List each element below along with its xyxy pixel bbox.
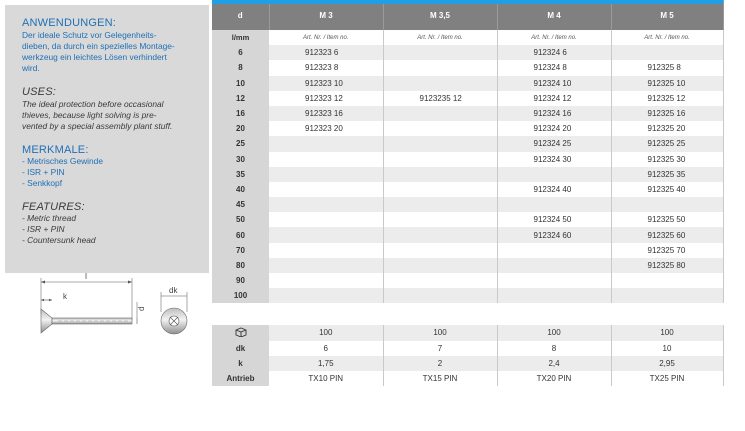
article-cell: 912324 8 [497,60,611,75]
article-cell: 912323 8 [269,60,383,75]
en-text [22,99,203,132]
sub-col-3: Art. Nr. / Item no. [497,30,611,45]
article-cell [269,243,383,258]
header-col-3: M 4 [497,0,611,30]
screw-drawing [18,272,194,352]
article-cell [269,227,383,242]
sub-col-4: Art. Nr. / Item no. [611,30,723,45]
article-cell [383,197,497,212]
table-row [212,197,723,212]
de-text-line: dieben, da durch ein spezielles Montage- [22,41,175,51]
en-text-line: vented by a special assembly plant stuff. [22,121,173,131]
dim-k-label: k [63,292,67,301]
footer-cell: 10 [611,341,723,356]
info-panel [5,5,209,273]
article-cell [269,152,383,167]
footer-cell: 2,95 [611,356,723,371]
table-row [212,258,723,273]
list-item: - Metrisches Gewinde [22,156,103,166]
article-cell: 912323 12 [269,91,383,106]
length-cell: 70 [212,243,269,258]
table-row [212,243,723,258]
footer-cell: 6 [269,341,383,356]
dim-d-label: d [137,306,146,311]
article-cell [383,76,497,91]
screw-head [41,309,52,333]
article-cell: 912325 12 [611,91,723,106]
list-item: - Countersunk head [22,235,96,245]
footer-cell: 8 [497,341,611,356]
sub-label: l/mm [212,30,269,45]
footer-cell: 100 [383,325,497,340]
list-item: - ISR + PIN [22,167,65,177]
footer-label: Antrieb [212,371,269,386]
en-text-line: The ideal protection before occasional [22,99,164,109]
footer-row [212,341,723,356]
article-cell: 9123235 12 [383,91,497,106]
article-cell: 912324 40 [497,182,611,197]
article-cell [269,212,383,227]
article-cell [497,167,611,182]
length-cell: 8 [212,60,269,75]
footer-cell: 2,4 [497,356,611,371]
article-cell: 912323 6 [269,45,383,60]
features-heading: FEATURES: [22,201,85,213]
article-cell: 912324 30 [497,152,611,167]
table-row [212,60,723,75]
table-row [212,91,723,106]
article-cell [611,45,723,60]
length-cell: 12 [212,91,269,106]
length-cell: 50 [212,212,269,227]
merkmale-list [22,156,203,189]
article-cell [383,273,497,288]
article-cell [269,197,383,212]
article-cell [269,273,383,288]
footer-row [212,325,723,340]
article-cell [383,45,497,60]
article-cell [383,121,497,136]
article-cell [269,258,383,273]
table-row [212,182,723,197]
footer-cell: TX15 PIN [383,371,497,386]
header-col-2: M 3,5 [383,0,497,30]
article-cell: 912325 80 [611,258,723,273]
footer-cell: 100 [611,325,723,340]
footer-cell: 1,75 [269,356,383,371]
article-cell [383,106,497,121]
dim-dk-label: dk [169,286,178,295]
length-cell: 20 [212,121,269,136]
article-cell [611,273,723,288]
package-icon [235,327,247,337]
de-text-line: Der ideale Schutz vor Gelegenheits- [22,30,157,40]
table-row [212,167,723,182]
article-cell: 912323 10 [269,76,383,91]
article-table [212,0,724,386]
footer-row [212,371,723,386]
de-heading: ANWENDUNGEN: [22,17,117,29]
article-cell [269,288,383,303]
article-cell [383,212,497,227]
table-row [212,106,723,121]
article-cell: 912325 40 [611,182,723,197]
article-cell: 912325 35 [611,167,723,182]
length-cell: 30 [212,152,269,167]
article-cell [269,136,383,151]
article-cell: 912324 6 [497,45,611,60]
length-cell: 35 [212,167,269,182]
table-row [212,212,723,227]
article-cell: 912324 25 [497,136,611,151]
footer-cell: TX25 PIN [611,371,723,386]
length-cell: 25 [212,136,269,151]
length-cell: 16 [212,106,269,121]
footer-cell: 2 [383,356,497,371]
article-cell [383,288,497,303]
sub-col-2: Art. Nr. / Item no. [383,30,497,45]
article-cell: 912325 25 [611,136,723,151]
article-cell: 912325 60 [611,227,723,242]
article-cell [383,182,497,197]
article-cell [383,152,497,167]
footer-label: k [212,356,269,371]
article-cell [383,258,497,273]
footer-cell: 100 [497,325,611,340]
footer-label: dk [212,341,269,356]
length-cell: 6 [212,45,269,60]
article-cell: 912325 10 [611,76,723,91]
table-row [212,136,723,151]
article-cell: 912324 60 [497,227,611,242]
merkmale-heading: MERKMALE: [22,144,89,156]
article-cell [269,167,383,182]
table-subheader-row [212,30,723,45]
article-cell [497,258,611,273]
length-cell: 10 [212,76,269,91]
article-cell: 912325 16 [611,106,723,121]
table-row [212,45,723,60]
article-cell: 912324 12 [497,91,611,106]
article-cell: 912325 20 [611,121,723,136]
article-cell: 912324 10 [497,76,611,91]
de-text [22,30,203,74]
article-cell [383,167,497,182]
header-col-4: M 5 [611,0,723,30]
article-cell: 912325 70 [611,243,723,258]
table-row [212,288,723,303]
header-col-1: M 3 [269,0,383,30]
article-cell: 912325 8 [611,60,723,75]
table-row [212,227,723,242]
article-cell: 912323 20 [269,121,383,136]
list-item: - Metric thread [22,213,76,223]
article-cell: 912324 50 [497,212,611,227]
length-cell: 80 [212,258,269,273]
footer-row [212,356,723,371]
footer-cell: 7 [383,341,497,356]
length-cell: 45 [212,197,269,212]
article-cell: 912325 30 [611,152,723,167]
list-item: - ISR + PIN [22,224,65,234]
table-row [212,121,723,136]
table-row [212,152,723,167]
footer-cell: 100 [269,325,383,340]
table-row [212,76,723,91]
table-row [212,273,723,288]
header-label: d [212,0,269,30]
length-cell: 60 [212,227,269,242]
article-cell [383,227,497,242]
footer-cell: TX10 PIN [269,371,383,386]
article-cell [269,182,383,197]
length-cell: 40 [212,182,269,197]
article-cell: 912324 20 [497,121,611,136]
dim-l-label: l [85,272,87,281]
length-cell: 100 [212,288,269,303]
de-text-line: wird. [22,63,40,73]
en-text-line: thieves, because light solving is pre- [22,110,157,120]
article-cell [383,60,497,75]
table-spacer [212,303,723,325]
article-cell [497,197,611,212]
article-cell: 912324 16 [497,106,611,121]
footer-label [212,325,269,340]
en-heading: USES: [22,86,57,98]
sub-col-1: Art. Nr. / Item no. [269,30,383,45]
article-cell [383,243,497,258]
article-cell [497,288,611,303]
article-cell [611,288,723,303]
article-cell [497,243,611,258]
article-cell: 912323 16 [269,106,383,121]
features-list [22,213,203,246]
list-item: - Senkkopf [22,178,63,188]
accent-bar [212,0,723,4]
article-cell [383,136,497,151]
length-cell: 90 [212,273,269,288]
de-text-line: werkzeug ein leichtes Lösen verhindert [22,52,167,62]
article-cell [611,197,723,212]
article-cell: 912325 50 [611,212,723,227]
article-cell [497,273,611,288]
article-table-wrap [212,0,723,386]
table-header-row [212,0,723,30]
footer-cell: TX20 PIN [497,371,611,386]
